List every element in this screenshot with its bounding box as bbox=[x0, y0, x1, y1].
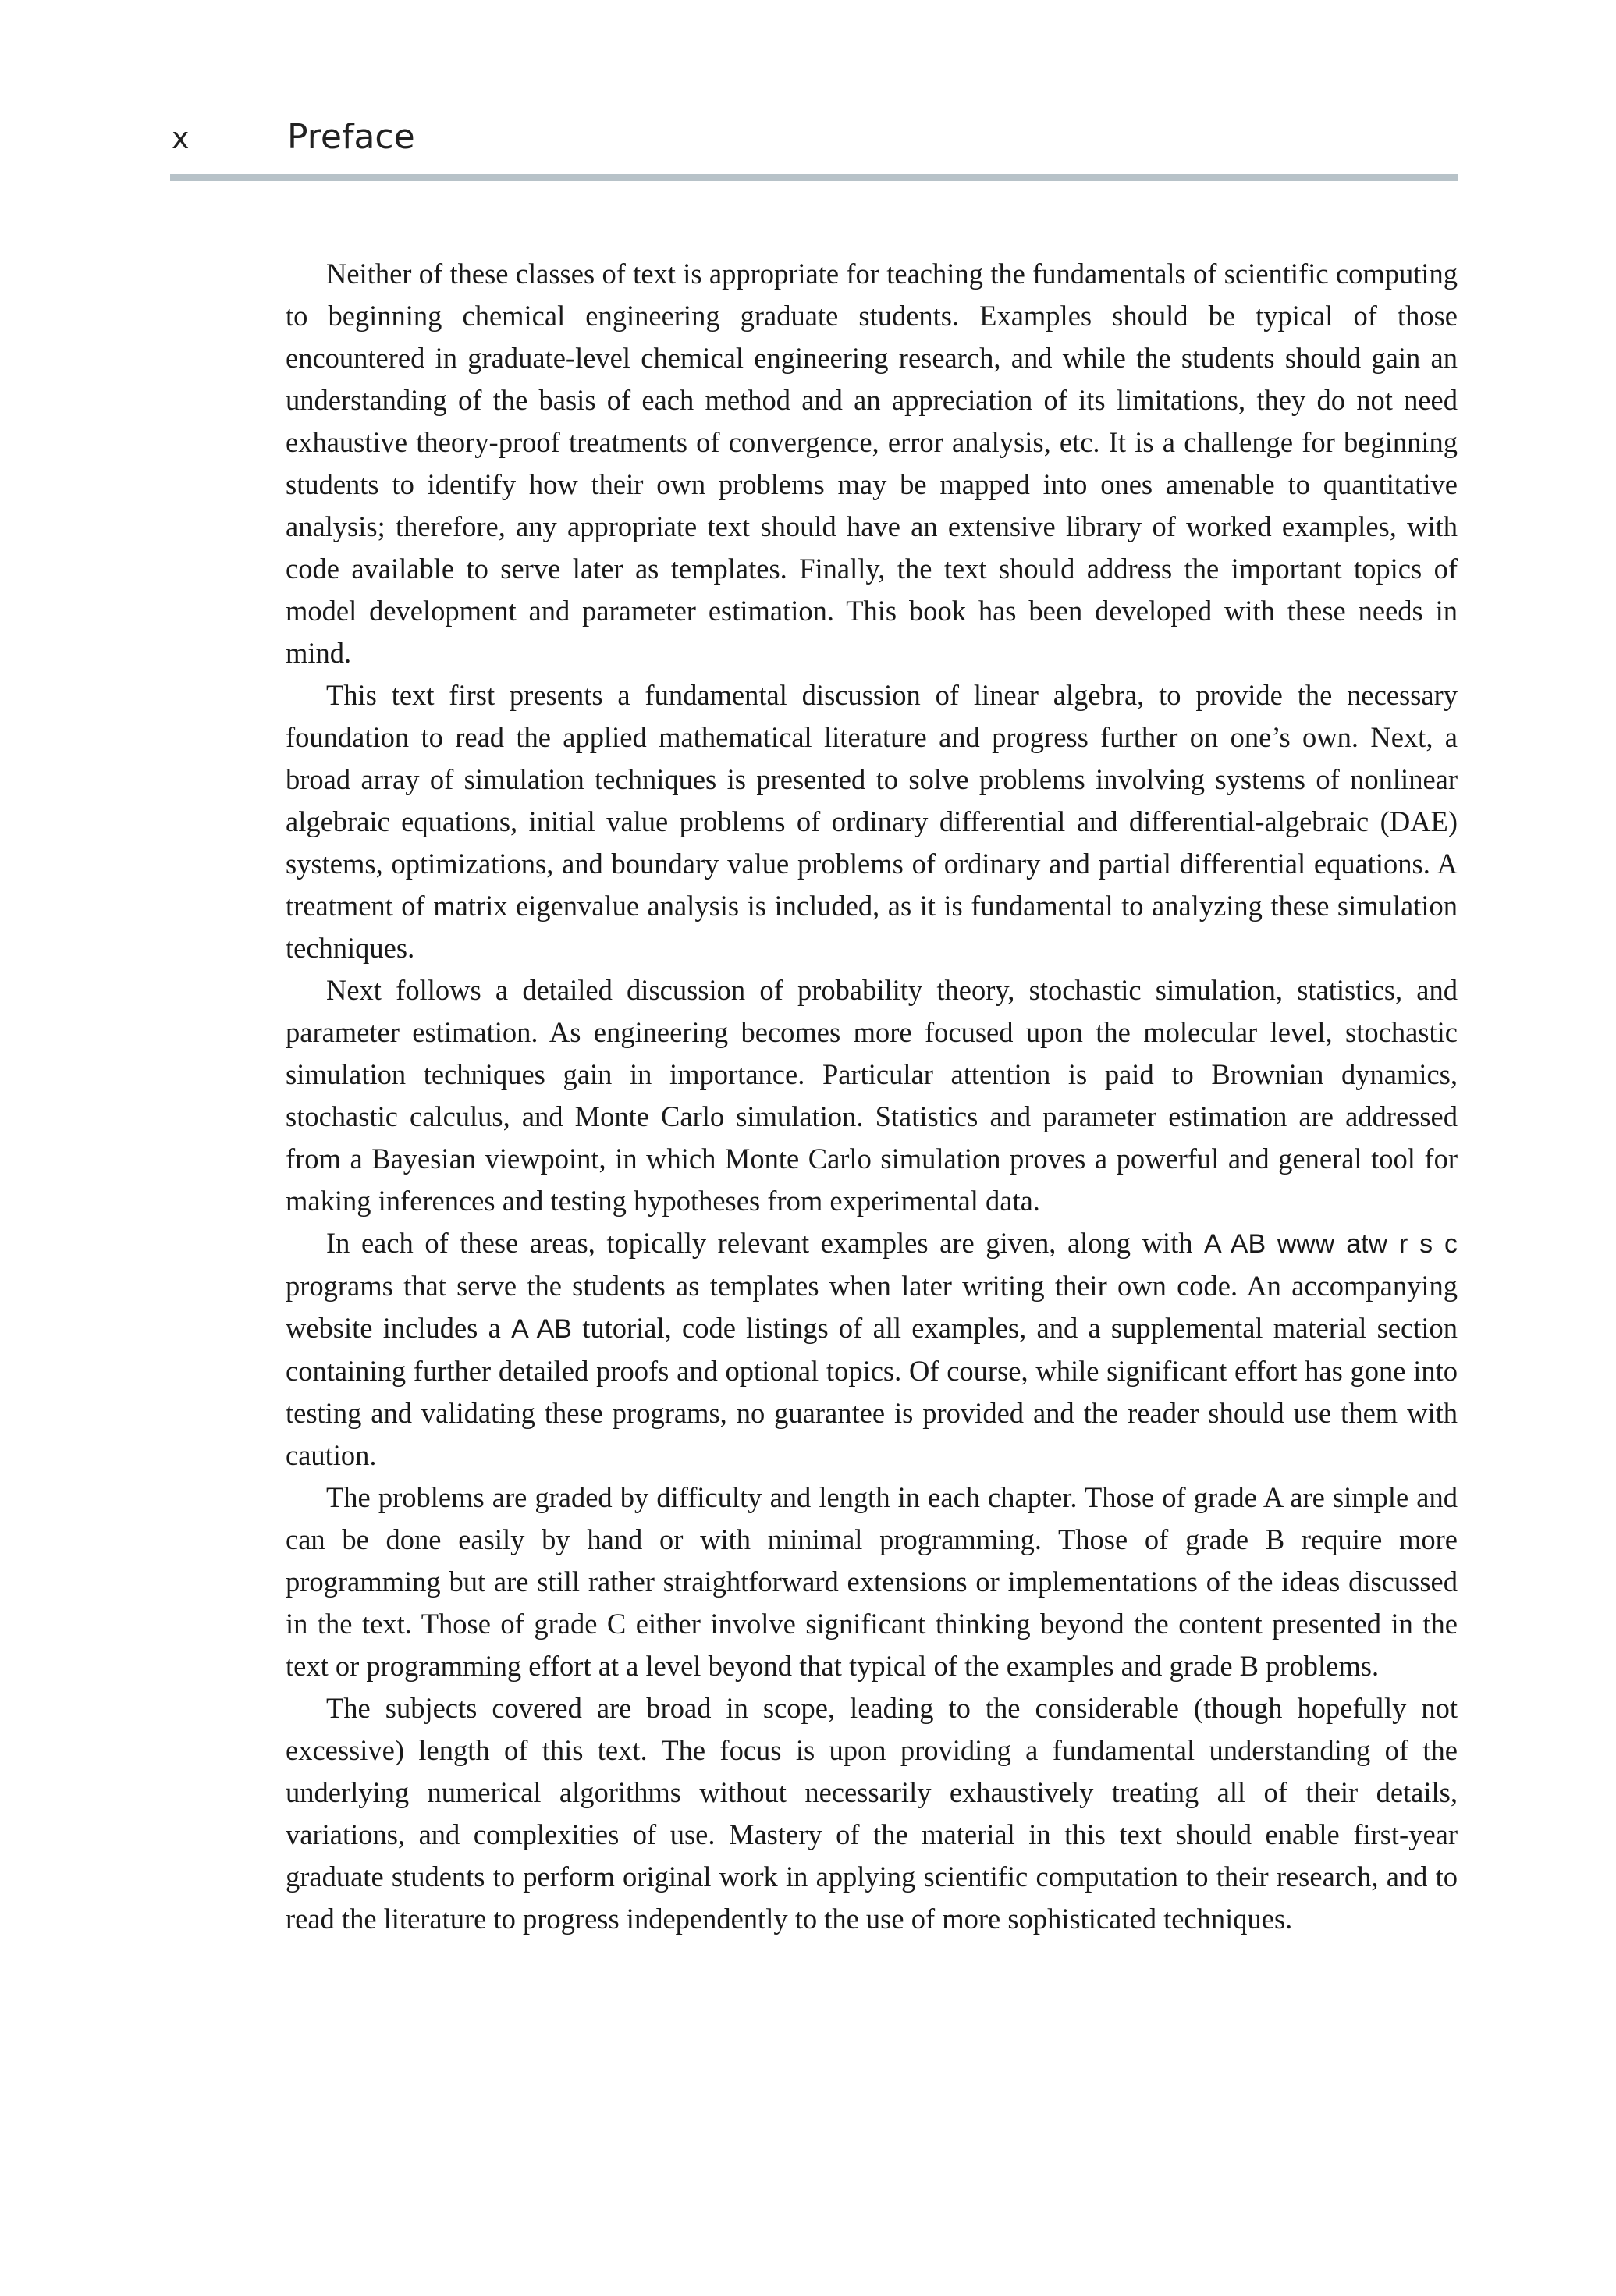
section-title: Preface bbox=[287, 117, 415, 157]
paragraph-4-text-c: tutorial, code listings of all examples, and a supplemental material section containing further detailed proofs and optional topics. Of course, while significant effort has gone into testing and validating these programs, no guarantee is provided and the reader should use them with caution. bbox=[286, 1312, 1458, 1471]
paragraph-2: This text first presents a fundamental discussion of linear algebra, to provide the necessary foundation to read the applied mathematical literature and progress further on one’s own. Next, a broad array of simulation techniques is presented to solve problems involving systems of nonlinear algebraic equations, initial value problems of ordinary differential and differential-algebraic (DAE) systems, optimizations, and boundary value problems of ordinary and partial differential equations. A treatment of matrix eigenvalue analysis is included, as it is fundamental to analyzing these simulation techniques. bbox=[286, 679, 1458, 964]
paragraph-4-text-a: In each of these areas, topically relevant examples are given, along with bbox=[326, 1227, 1193, 1259]
paragraph-3: Next follows a detailed discussion of probability theory, stochastic simulation, statistics, and parameter estimation. As engineering becomes more focused upon the molecular level, stochastic simulation techniques gain in importance. Particular attention is paid to Brownian dynamics, stochastic calculus, and Monte Carlo simulation. Statistics and parameter estimation are addressed from a Bayesian viewpoint, in which Monte Carlo simulation proves a powerful and general tool for making inferences and testing hypotheses from experimental data. bbox=[286, 974, 1458, 1217]
running-head bbox=[170, 117, 1458, 165]
page-number: x bbox=[172, 121, 190, 155]
paragraph-6: The subjects covered are broad in scope, leading to the considerable (though hopefully not excessive) length of this text. The focus is upon providing a fundamental understanding of the underlying numerical algorithms without necessarily exhaustively treating all of their details, variations, and complexities of use. Mastery of the material in this text should enable first-year graduate students to perform original work in applying scientific computation to their research, and to read the literature to progress independently to the use of more sophisticated techniques. bbox=[286, 1692, 1458, 1935]
preface-body bbox=[286, 253, 1458, 1940]
paragraph-5: The problems are graded by difficulty and length in each chapter. Those of grade A are simple and can be done easily by hand or with minimal programming. Those of grade B require more programming but are still rather straightforward extensions or implementations of the ideas discussed in the text. Those of grade C either involve significant thinking beyond the content presented in the text or programming effort at a level beyond that typical of the examples and grade B problems. bbox=[286, 1481, 1458, 1682]
header-rule bbox=[170, 174, 1458, 181]
web-address: www atw r s c bbox=[1277, 1229, 1458, 1259]
paragraph-1: Neither of these classes of text is appropriate for teaching the fundamentals of scientific computing to beginning chemical engineering graduate students. Examples should be typical of those encountered in graduate-level chemical engineering research, and while the students should gain an understanding of the basis of each method and an appreciation of its limitations, they do not need exhaustive theory-proof treatments of convergence, error analysis, etc. It is a challenge for beginning students to identify how their own problems may be mapped into ones amenable to quantitative analysis; therefore, any appropriate text should have an extensive library of worked examples, with code available to serve later as templates. Finally, the text should address the important topics of model development and parameter estimation. This book has been developed with these needs in mind. bbox=[286, 258, 1458, 669]
software-name-2: A AB bbox=[511, 1314, 572, 1344]
paragraph-4-text-b: programs that serve the students as templates when later writing their own code. An accompanying website includes a bbox=[286, 1270, 1458, 1344]
paragraph-4 bbox=[286, 1222, 1458, 1477]
software-name-1: A AB bbox=[1204, 1229, 1266, 1259]
